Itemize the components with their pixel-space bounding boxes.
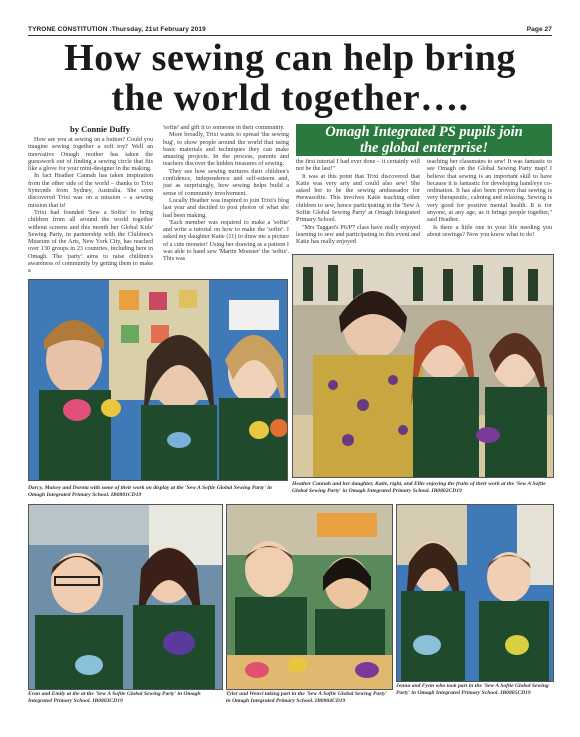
paragraph: Is there a little one in your life needing you about sewings? Now you know what to do!	[427, 223, 552, 238]
photo-3-illustration	[29, 505, 222, 689]
paragraph: In fact Heather Cannah has taken inspiration from the other side of the world – thanks to Trixi Symonds from Sydney, Australia. She soon discovered Trixi was on a mission – a sewing mission that is!	[28, 172, 153, 209]
article-column-4	[427, 158, 552, 238]
article-column-3	[296, 158, 420, 246]
photo-2-illustration	[293, 255, 553, 477]
folio-publication-date: TYRONE CONSTITUTION :Thursday, 21st February 2019	[28, 26, 206, 33]
photo-5-illustration	[397, 505, 553, 681]
paragraph: It was at this point that Trixi discovered that Katie was very arty and could also sew! She asked her to be the sewing ambassador for #sewasoftie. This involves Katie teaching other children to sew, hence participating in the 'Sew A Softie Global Sewing Party' at Omagh Integrated Primary School.	[296, 172, 420, 224]
paragraph: How are you at sewing on a button? Could you imagine sewing together a soft toy? Well an innovative Omagh mother has taken the guesswork out of finding a sewing circle that fits like a glove for your mini-designer in the making.	[28, 136, 153, 173]
paragraph: the first tutorial I had ever done – it certainly will not be the last!"	[296, 158, 420, 173]
paragraph: 'softie' and gift it to someone in their community.	[163, 124, 285, 131]
subhead-banner	[296, 124, 552, 156]
photo-4-illustration	[227, 505, 392, 689]
photo-darcy-maisey-dorota	[28, 279, 288, 481]
caption-photo-5: Jenna and Fynn who took part in the 'Sew A Softie Global Sewing Party' in Omagh Integrated Primary School. IB0805CD19	[396, 683, 549, 696]
caption-photo-4: Tyler and Wenci taking part in the 'Sew A Softie Global Sewing Party' in Omagh Integrated Primary School. IB0804CD19	[226, 691, 387, 704]
paragraph: Trixi had founded 'Sew a Softie' to bring children from all around the world together without screens and this month her Global Kids' Sewing Party, in partnership with the Children's Museum of the Arts, New York City, has reached over 130 groups in 23 countries, including here in Omagh. The 'party' aims to raise children's awareness of community by getting them to make a	[28, 208, 153, 275]
article-column-2	[163, 124, 289, 263]
folio-page-number: Page 27	[526, 26, 552, 33]
photo-1-illustration	[29, 280, 287, 480]
headline-line-2: the world together….	[111, 77, 469, 119]
headline-line-1: How sewing can help bring	[64, 37, 516, 79]
headline	[28, 38, 552, 118]
byline: by Connie Duffy	[70, 124, 130, 134]
header-rule	[28, 35, 552, 36]
photo-tyler-wenci	[226, 504, 393, 690]
paragraph: teaching her classmates to sew! It was fantastic to see Omagh on the Global Sewing Party map! I believe that sewing is an important skill to have because it is fantastic for developing hand/eye co-ordination. It has also been proven that sewing is very therapeutic, calming and relaxing. Sewing is very good for positive mental health. It is for anyone, at any age, as it brings people together," said Heather.	[427, 158, 552, 224]
paragraph: 'Each member was required to make a 'softie' and write a tutorial on how to make the 'softie'. I asked my daughter Katie (11) to draw me a picture of a cute monster! Using her drawing as a pattern I was able to hand sew 'Martin Monster' the 'softie'. This was	[163, 218, 289, 263]
banner-line-1: Omagh Integrated PS pupils join	[325, 124, 523, 140]
paragraph: They see how sewing nurtures their children's confidence, independence and self-esteem and, just as surprisingly, how sewing helps build a sense of community involvement.	[163, 167, 289, 197]
paragraph: Locally Heather was inspired to join Trixi's blog last year and decided to post photos of what she had been making.	[163, 196, 289, 219]
banner-line-2: the global enterprise!	[359, 140, 489, 156]
photo-evan-emily	[28, 504, 223, 690]
caption-photo-1: Darcy, Maisey and Dorota with some of their work on display at the 'Sew A Softie Global Sewing Party' in Omagh Integrated Primary School. IB0801CD19	[28, 485, 272, 498]
article-column-1	[28, 136, 153, 275]
paragraph: More broadly, Trixi wants to spread 'the sewing bug', to show people around the world that using basic materials and techniques they can make amazing projects. In the process, parents and teachers discover the hidden treasures of sewing.	[163, 131, 289, 168]
photo-jenna-fynn	[396, 504, 554, 682]
photo-heather-katie-ellie	[292, 254, 554, 478]
caption-photo-2: Heather Cannah and her daughter, Katie, right, and Ellie enjoying the fruits of their work at the 'Sew A Softie Global Sewing Party' in Omagh Integrated Primary School. IB0802CD19	[292, 481, 546, 494]
caption-photo-3: Evan and Emily at the at the 'Sew A Softie Global Sewing Party' in Omagh Integrated Primary School. IB0803CD19	[28, 691, 201, 704]
paragraph: "Mrs Taggart's P6/P7 class have really enjoyed learning to sew and participating in this event and Katie has really enjoyed	[296, 223, 420, 246]
page-folio	[28, 26, 552, 34]
